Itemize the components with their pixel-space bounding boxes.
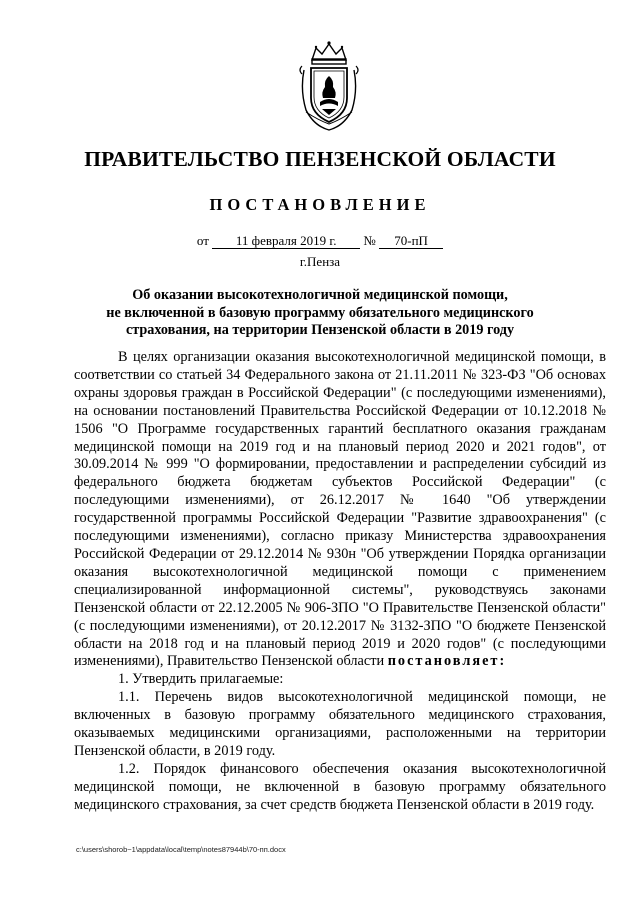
coat-of-arms-icon	[298, 40, 360, 132]
subject-title	[60, 287, 580, 340]
date-number-line	[0, 233, 640, 249]
document-body	[74, 349, 606, 815]
item-paragraph: 1.2. Порядок финансового обеспечения оказания высокотехнологичной медицинской помощи, не включенной в базовую программу обязательного медицинского страхования, за счет средств бюджета Пензенской области в 2019 году.	[74, 760, 606, 813]
file-path-footer: c:\users\shorob~1\appdata\local\temp\notes87944b\70-пп.docx	[76, 845, 286, 854]
preamble-paragraph	[74, 349, 606, 671]
number-field: 70-пП	[379, 234, 443, 249]
item-paragraph: 1. Утвердить прилагаемые:	[118, 671, 284, 688]
subject-line: не включенной в базовую программу обязательного медицинского	[106, 304, 534, 321]
date-field: 11 февраля 2019 г.	[212, 234, 360, 249]
resolve-word: постановляет:	[387, 653, 507, 670]
number-sign: №	[363, 233, 376, 248]
subject-line: страхования, на территории Пензенской области в 2019 году	[125, 322, 515, 339]
item-paragraph: 1.1. Перечень видов высокотехнологичной медицинской помощи, не включенных в базовую программу обязательного медицинского страхования, оказываемых медицинскими организациями, расположенными на территории Пензенской области, в 2019 году.	[74, 689, 606, 759]
preamble-text: В целях организации оказания высокотехнологичной медицинской помощи, в соответствии со статьей 34 Федерального закона от 21.11.2011 № 323-ФЗ "Об основах охраны здоровья граждан в Российской Федерации" (с последующими изменениями), на основании постановлений Правительства Российской Федерации от 10.12.2018 № 1506 "О Программе государственных гарантий бесплатного оказания гражданам медицинской помощи на 2019 год и на плановый период 2020 и 2021 годов", от 30.09.2014 № 999 "О формировании, предоставлении и распределении субсидий из федерального бюджета бюджетам субъектов Российской Федерации" (с последующими изменениями), от 26.12.2017 № 1640 "Об утверждении государственной программы Российской Федерации "Развитие здравоохранения" (с последующими изменениями), согласно приказу Министерства здравоохранения Российской Федерации от 29.12.2014 № 930н "Об утверждении Порядка организации оказания высокотехнологичной медицинской помощи с применением специализированной информационной системы", руководствуясь законами Пензенской области от 22.12.2005 № 906-ЗПО "О Правительстве Пензенской области" (с последующими изменениями), от 20.12.2017 № 3132-ЗПО "О бюджете Пензенской области на 2018 год и на плановый период 2019 и 2020 годов" (с последующими изменениями), Правительство Пензенской области	[74, 349, 606, 670]
government-title: ПРАВИТЕЛЬСТВО ПЕНЗЕНСКОЙ ОБЛАСТИ	[84, 147, 556, 171]
document-type: ПОСТАНОВЛЕНИЕ	[209, 195, 431, 214]
date-prefix: от	[196, 233, 209, 248]
subject-line: Об оказании высокотехнологичной медицинской помощи,	[132, 287, 508, 303]
city: г.Пенза	[299, 254, 341, 269]
